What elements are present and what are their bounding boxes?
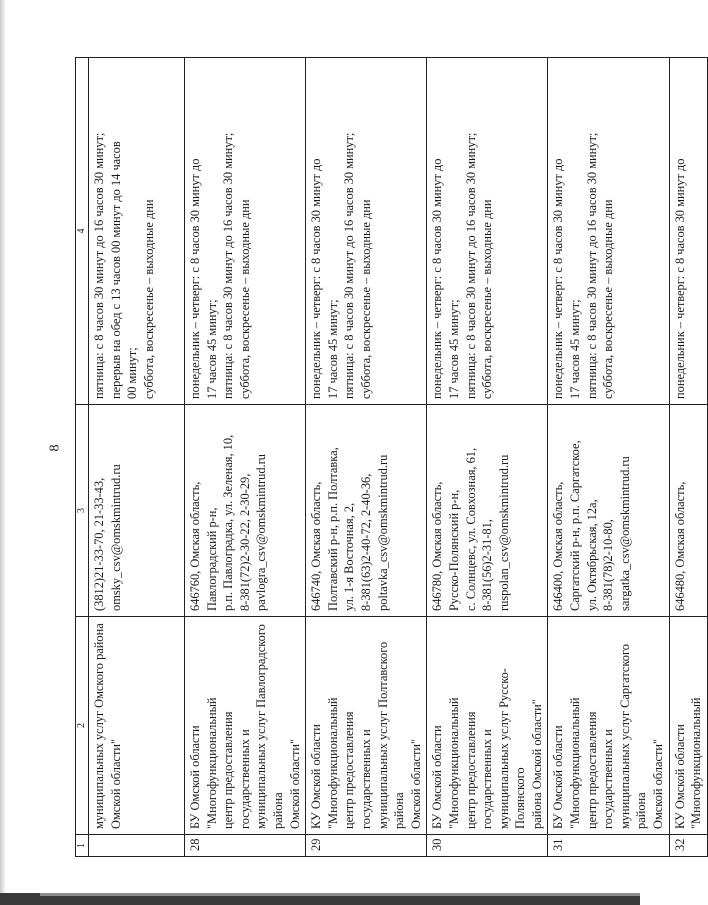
- contacts-line: Саргатский р-н, р.п. Саргатское,: [568, 440, 583, 611]
- contacts-line: 8-381(78)2-10-80,: [601, 519, 616, 611]
- contacts-line: 646780, Омская область,: [430, 481, 445, 611]
- organization-line: муниципальных услуг Саргатского района: [617, 644, 649, 829]
- schedule-line: суббота, воскресенье – выходные дни: [480, 199, 495, 399]
- schedule-cell: [89, 58, 185, 405]
- contacts-line: sargatka_csv@omskmintrud.ru: [617, 456, 632, 611]
- schedule-line: суббота, воскресенье – выходные дни: [358, 199, 373, 399]
- schedule-line: 17 часов 45 минут;: [446, 299, 461, 399]
- schedule-line: суббота, воскресенье – выходные дни: [601, 199, 616, 399]
- contacts-cell: [669, 405, 707, 617]
- schedule-cell: [669, 58, 707, 405]
- contacts-line: 8-381(63)2-40-72, 2-40-36,: [358, 473, 373, 611]
- schedule-line: понедельник – четверг: с 8 часов 30 минут до: [188, 158, 202, 399]
- contacts-line: 646400, Омская область,: [551, 481, 566, 611]
- contacts-line: ул. 1-я Восточная, 2,: [342, 502, 357, 611]
- contacts-line: 646480, Омская область,: [672, 481, 687, 611]
- schedule-line: перерыв на обед с 13 часов 00 минут до 14 часов: [108, 141, 123, 399]
- organization-line: центр предоставления государственных и: [342, 711, 373, 829]
- organization-line: КУ Омской области "Многофункциональный: [672, 697, 704, 829]
- organization-line: района Омской области": [529, 699, 544, 829]
- row-number: 31: [548, 835, 669, 857]
- contacts-line: Русско-Полянский р-н,: [446, 489, 461, 611]
- schedule-line: 17 часов 45 минут;: [325, 299, 340, 399]
- schedule-cell: [185, 58, 306, 405]
- contacts-line: р.п. Павлоградка, ул. Зеленая, 10,: [221, 434, 236, 611]
- column-number: 1: [76, 835, 89, 857]
- table-row: [185, 58, 306, 857]
- contacts-line: Павлоградский р-н,: [204, 507, 219, 611]
- organization-line: муниципальных услуг Русско-Полянского: [496, 668, 528, 829]
- organization-line: центр предоставления государственных и: [584, 711, 616, 829]
- contacts-line: Полтавский р-н, р.п. Полтавка,: [325, 447, 340, 611]
- organization-line: БУ Омской области "Многофункциональный: [551, 697, 583, 829]
- contacts-line: ruspolan_csv@omskmintrud.ru: [496, 454, 511, 611]
- organization-line: муниципальных услуг Полтавского района: [375, 641, 407, 829]
- row-number: 28: [185, 835, 306, 857]
- schedule-line: понедельник – четверг: с 8 часов 30 минут до: [430, 158, 445, 399]
- row-number: 29: [306, 835, 427, 857]
- contacts-line: ул. Октябрьская, 12а,: [584, 499, 599, 611]
- table-row: [427, 58, 548, 857]
- scan-shadow-bottom-light: [40, 893, 640, 896]
- contacts-line: poltavka_csv@omskmintrud.ru: [375, 454, 390, 611]
- contacts-line: с. Солнцевс, ул. Совхозная, 61,: [463, 447, 478, 611]
- organization-line: Омской области": [651, 738, 666, 829]
- schedule-line: понедельник – четверг: с 8 часов 30 минут до: [551, 158, 566, 399]
- schedule-cell: [427, 58, 548, 405]
- contacts-cell: [427, 405, 548, 617]
- schedule-line: 00 минут;: [125, 347, 140, 399]
- contacts-cell: [306, 405, 427, 617]
- rotated-document: [75, 58, 704, 857]
- organization-line: муниципальных услуг Павлоградского района: [254, 624, 285, 829]
- schedule-line: пятница: с 8 часов 30 минут до 16 часов 30 минут;: [584, 132, 599, 399]
- organization-line: БУ Омской области "Многофункциональный: [430, 697, 461, 829]
- schedule-line: пятница: с 8 часов 30 минут до 16 часов 30 минут;: [92, 132, 106, 399]
- contacts-line: omsky_csv@omskmintrud.ru: [108, 464, 123, 611]
- contacts-line: 8-381(72)2-30-22, 2-30-29,: [237, 473, 252, 611]
- contacts-line: 8-381(56)2-31-81,: [480, 519, 495, 611]
- table-row: [89, 58, 185, 857]
- table-row: [306, 58, 427, 857]
- contacts-line: 646740, Омская область,: [309, 481, 324, 611]
- schedule-line: пятница: с 8 часов 30 минут до 16 часов 30 минут;: [342, 132, 357, 399]
- organization-cell: [89, 617, 185, 835]
- page-number: 8: [47, 444, 63, 452]
- schedule-line: суббота, воскресенье – выходные дни: [141, 199, 156, 399]
- row-number: 32: [669, 835, 707, 857]
- table-row: [669, 58, 707, 857]
- scan-shadow-left: [0, 0, 6, 905]
- schedule-line: пятница: с 8 часов 30 минут до 16 часов 30 минут;: [463, 132, 478, 399]
- contacts-cell: [89, 405, 185, 617]
- organization-cell: [669, 617, 707, 835]
- contacts-cell: [548, 405, 669, 617]
- schedule-line: 17 часов 45 минут;: [204, 299, 219, 399]
- organization-line: центр предоставления государственных и: [221, 711, 252, 829]
- table-row: [548, 58, 669, 857]
- organization-cell: [548, 617, 669, 835]
- contacts-line: 646760, Омская область,: [188, 481, 202, 611]
- organization-line: БУ Омской области "Многофункциональный: [188, 697, 219, 829]
- organization-cell: [306, 617, 427, 835]
- column-number: 4: [76, 58, 89, 405]
- column-number: 2: [76, 617, 89, 835]
- organization-line: Омской области": [108, 738, 123, 829]
- row-number: 30: [427, 835, 548, 857]
- organization-line: КУ Омской области "Многофункциональный: [309, 697, 340, 829]
- mfc-offices-table: [75, 57, 708, 857]
- contacts-line: (3812)21-33-70, 21-33-43,: [92, 477, 106, 611]
- organization-line: Омской области": [408, 738, 423, 829]
- schedule-cell: [306, 58, 427, 405]
- column-number: 3: [76, 405, 89, 617]
- schedule-line: понедельник – четверг: с 8 часов 30 минут до: [672, 158, 687, 399]
- organization-line: центр предоставления государственных и: [463, 711, 495, 829]
- contacts-line: pavlogra_csv@omskmintrud.ru: [254, 454, 269, 611]
- schedule-cell: [548, 58, 669, 405]
- contacts-cell: [185, 405, 306, 617]
- organization-cell: [185, 617, 306, 835]
- organization-line: Омской области": [287, 738, 302, 829]
- schedule-line: 17 часов 45 минут;: [568, 299, 583, 399]
- column-number-row: [76, 58, 89, 857]
- row-number: [89, 835, 185, 857]
- document-table-area: [75, 58, 704, 857]
- organization-line: муниципальных услуг Омского района: [92, 623, 106, 829]
- schedule-line: пятница: с 8 часов 30 минут до 16 часов 30 минут;: [221, 132, 236, 399]
- schedule-line: суббота, воскресенье – выходные дни: [237, 199, 252, 399]
- schedule-line: понедельник – четверг: с 8 часов 30 минут до: [309, 158, 324, 399]
- organization-cell: [427, 617, 548, 835]
- table-body: [76, 58, 708, 857]
